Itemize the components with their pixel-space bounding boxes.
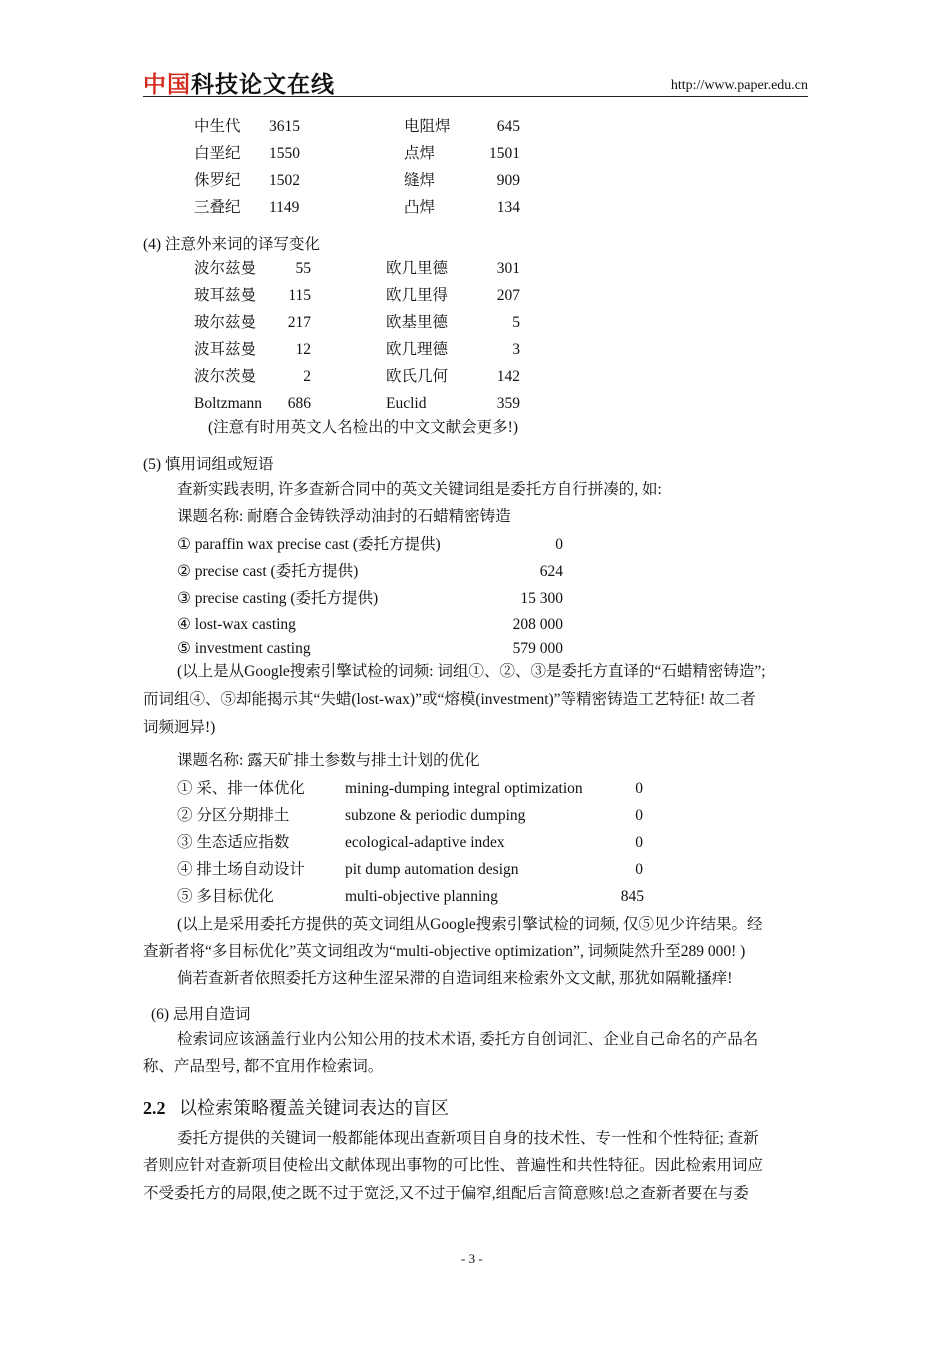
phrase-count: 0 xyxy=(635,780,643,797)
phrase-count: 579 000 xyxy=(512,640,563,657)
para1-line2: 而词组④、⑤却能揭示其“失蜡(lost-wax)”或“熔模(investment)”等精密铸造工艺特征! 故二者 xyxy=(143,691,756,708)
table-cell-term: Euclid xyxy=(386,395,427,412)
phrase-item: ② precise cast (委托方提供) xyxy=(177,563,359,580)
table-cell-count: 645 xyxy=(496,118,520,135)
phrase-count: 0 xyxy=(635,807,643,824)
table-cell-count: 115 xyxy=(288,287,311,304)
table-cell-term: Boltzmann xyxy=(194,395,263,412)
table-cell-term: 波耳兹曼 xyxy=(194,341,257,358)
phrase-item: ④ lost-wax casting xyxy=(177,616,296,633)
page-number: - 3 - xyxy=(461,1251,483,1266)
section-2-2-line1: 委托方提供的关键词一般都能体现出查新项目自身的技术性、专一性和个性特征; 查新 xyxy=(177,1130,759,1147)
header-url[interactable]: http://www.paper.edu.cn xyxy=(670,78,808,93)
table-cell-term: 玻耳兹曼 xyxy=(194,287,257,304)
phrase-item: ⑤ investment casting xyxy=(177,640,311,657)
section-5-intro: 查新实践表明, 许多查新合同中的英文关键词组是委托方自行拼凑的, 如: xyxy=(177,481,662,498)
table-cell-term: 波尔兹曼 xyxy=(194,260,257,277)
table-cell-term: 欧基里德 xyxy=(386,314,449,331)
table-cell-term: 点焊 xyxy=(404,145,436,162)
phrase-en: pit dump automation design xyxy=(345,861,519,878)
header-rule xyxy=(143,96,808,97)
topic-title-2: 课题名称: 露天矿排土参数与排土计划的优化 xyxy=(177,752,480,769)
table-cell-count: 207 xyxy=(496,287,520,304)
table-cell-count: 3 xyxy=(512,341,520,358)
section-4-note: (注意有时用英文人名检出的中文文献会更多!) xyxy=(208,419,518,436)
para3: 倘若查新者依照委托方这种生涩呆滞的自造词组来检索外文文献, 那犹如隔靴搔痒! xyxy=(177,970,733,987)
table-cell-term: 侏罗纪 xyxy=(194,172,241,189)
para2-line1: (以上是采用委托方提供的英文词组从Google搜索引擎试检的词频, 仅⑤见少许结果。经 xyxy=(177,916,763,933)
phrase-zh: ① 采、排一体优化 xyxy=(177,780,305,797)
table-cell-term: 中生代 xyxy=(194,118,241,135)
table-cell-count: 134 xyxy=(496,199,520,216)
table-cell-count: 1149 xyxy=(269,199,300,216)
phrase-count: 208 000 xyxy=(512,616,563,633)
para1-line1: (以上是从Google搜索引擎试检的词频: 词组①、②、③是委托方直译的“石蜡精密铸造”; xyxy=(177,663,766,680)
phrase-count: 0 xyxy=(555,536,563,553)
section-6-heading: (6) 忌用自造词 xyxy=(151,1006,251,1023)
phrase-count: 845 xyxy=(620,888,644,905)
phrase-count: 624 xyxy=(539,563,563,580)
section-4-heading: (4) 注意外来词的译写变化 xyxy=(143,236,320,253)
table-cell-count: 142 xyxy=(496,368,520,385)
table-cell-term: 欧几里得 xyxy=(386,287,449,304)
phrase-zh: ③ 生态适应指数 xyxy=(177,834,290,851)
table-cell-count: 909 xyxy=(496,172,520,189)
table-cell-term: 欧氏几何 xyxy=(386,368,449,385)
table-cell-count: 3615 xyxy=(269,118,300,135)
para2-line2: 查新者将“多目标优化”英文词组改为“multi-objective optimization”, 词频陡然升至289 000! ) xyxy=(143,943,746,960)
section-2-2-line2: 者则应针对查新项目使检出文献体现出事物的可比性、普遍性和共性特征。因此检索用词应 xyxy=(143,1157,764,1174)
table-cell-count: 1502 xyxy=(269,172,300,189)
phrase-zh: ⑤ 多目标优化 xyxy=(177,888,274,905)
phrase-zh: ④ 排土场自动设计 xyxy=(177,861,305,878)
section-2-2-line3: 不受委托方的局限,使之既不过于宽泛,又不过于偏窄,组配后言简意赅!总之查新者要在与委 xyxy=(143,1185,749,1202)
table-cell-count: 686 xyxy=(287,395,311,412)
table-cell-term: 波尔茨曼 xyxy=(194,368,257,385)
table-cell-count: 2 xyxy=(303,368,311,385)
section-6-line1: 检索词应该涵盖行业内公知公用的技术术语, 委托方自创词汇、企业自己命名的产品名 xyxy=(177,1031,759,1048)
table-cell-count: 1501 xyxy=(489,145,520,162)
section-2-2-heading: 2.2 以检索策略覆盖关键词表达的盲区 xyxy=(143,1098,449,1118)
table-cell-term: 白垩纪 xyxy=(194,145,241,162)
table-cell-term: 三叠纪 xyxy=(194,199,241,216)
phrase-en: subzone & periodic dumping xyxy=(345,807,526,824)
table-cell-term: 玻尔兹曼 xyxy=(194,314,257,331)
para1-line3: 词频迥异!) xyxy=(143,719,216,736)
table-cell-count: 1550 xyxy=(269,145,300,162)
phrase-en: mining-dumping integral optimization xyxy=(345,780,583,797)
table-cell-count: 217 xyxy=(287,314,311,331)
table-cell-count: 5 xyxy=(512,314,520,331)
phrase-count: 0 xyxy=(635,861,643,878)
phrase-count: 15 300 xyxy=(520,590,563,607)
table-cell-term: 欧几里德 xyxy=(386,260,449,277)
table-cell-term: 凸焊 xyxy=(404,199,436,216)
table-cell-term: 欧几理德 xyxy=(386,341,449,358)
table-cell-count: 55 xyxy=(295,260,311,277)
section-5-heading: (5) 慎用词组或短语 xyxy=(143,456,274,473)
phrase-item: ③ precise casting (委托方提供) xyxy=(177,590,379,607)
table-cell-term: 缝焊 xyxy=(404,172,436,189)
table-cell-term: 电阻焊 xyxy=(404,118,451,135)
phrase-item: ① paraffin wax precise cast (委托方提供) xyxy=(177,536,441,553)
phrase-zh: ② 分区分期排土 xyxy=(177,807,290,824)
table-cell-count: 301 xyxy=(496,260,520,277)
journal-logo: 中国科技论文在线 xyxy=(143,72,335,98)
phrase-count: 0 xyxy=(635,834,643,851)
phrase-en: multi-objective planning xyxy=(345,888,498,905)
topic-title-1: 课题名称: 耐磨合金铸铁浮动油封的石蜡精密铸造 xyxy=(177,508,511,525)
table-cell-count: 12 xyxy=(295,341,311,358)
phrase-en: ecological-adaptive index xyxy=(345,834,505,851)
table-cell-count: 359 xyxy=(496,395,520,412)
section-6-line2: 称、产品型号, 都不宜用作检索词。 xyxy=(143,1058,384,1075)
